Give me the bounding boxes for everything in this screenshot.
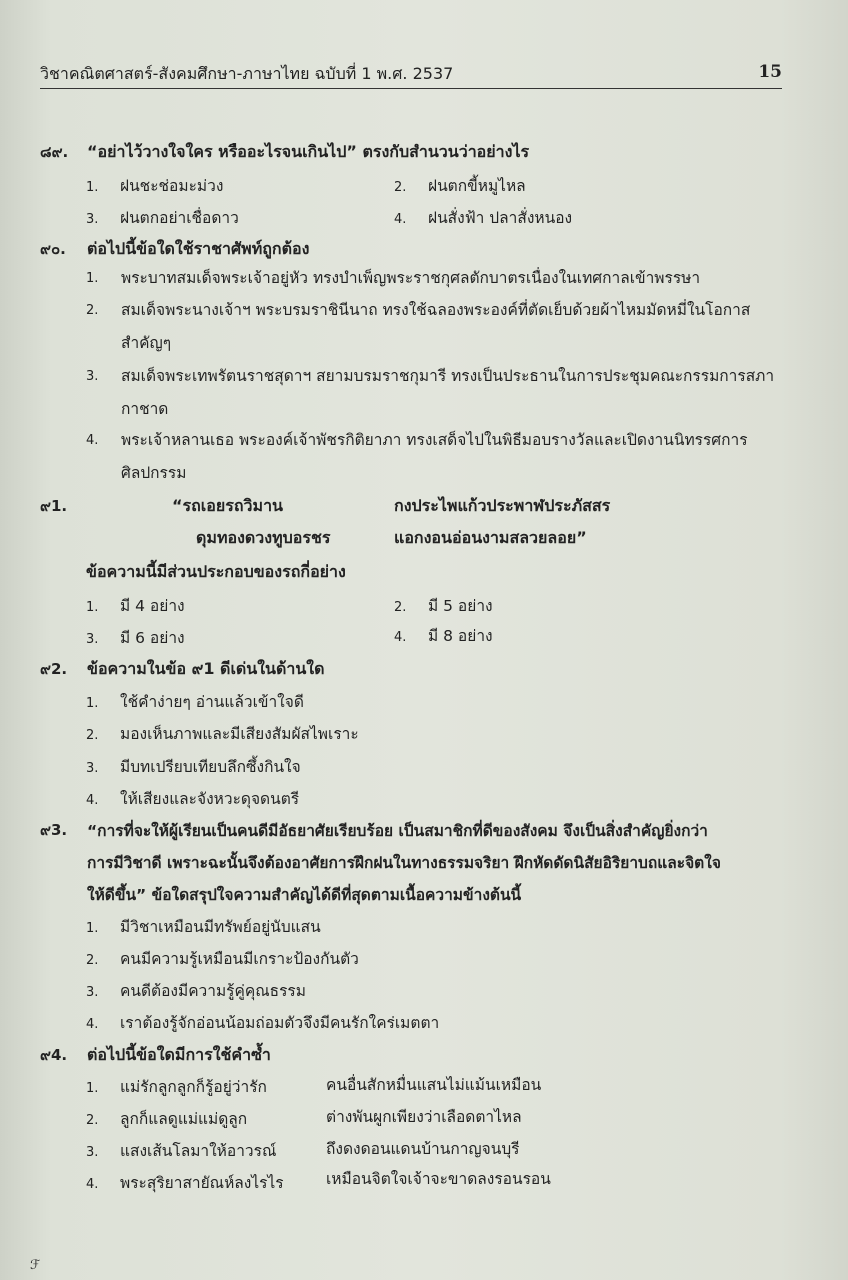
verse-line: ดุมทองดวงทูบอรชร (196, 528, 331, 547)
verse-line: แอกงอนอ่อนงามสลวยลอย” (394, 528, 587, 547)
question-text-line: ให้ดีขึ้น” ข้อใดสรุปใจความสำคัญได้ดีที่สุดตามเนื้อความข้างต้นนี้ (87, 886, 522, 904)
question-number: ๙1. (40, 497, 68, 515)
question-text: “อย่าไว้วางใจใคร หรืออะไรจนเกินไป” ตรงกับสำนวนว่าอย่างไร (87, 142, 530, 161)
question-text-line: การมีวิชาดี เพราะฉะนั้นจึงต้องอาศัยการฝึกฝนในทางธรรมจริยา ฝึกหัดดัดนิสัยอิริยาบถและจิตใจ (87, 854, 721, 872)
option-verse: ต่างพันผูกเพียงว่าเลือดตาไหล (326, 1108, 522, 1126)
question-text: ข้อความนี้มีส่วนประกอบของรถกี่อย่าง (86, 562, 346, 581)
option-verse: คนอื่นสักหมื่นแสนไม่แม้นเหมือน (326, 1076, 542, 1094)
option: 2. ฝนตกขี้หมูไหล (394, 177, 526, 195)
option: 1. แม่รักลูกลูกก็รู้อยู่ว่ารัก (86, 1078, 267, 1096)
option: 1. พระบาทสมเด็จพระเจ้าอยู่หัว ทรงบำเพ็ญพระราชกุศลตักบาตรเนื่องในเทศกาลเข้าพรรษา (86, 269, 701, 287)
option: 4. พระสุริยาสายัณห์ลงไรไร (86, 1174, 284, 1192)
option: 2. มองเห็นภาพและมีเสียงสัมผัสไพเราะ (86, 725, 359, 743)
question-number: ๙๐. (40, 240, 66, 258)
option: 1. มี 4 อย่าง (86, 597, 185, 615)
option-verse: ถึงดงดอนแดนบ้านกาญจนบุรี (326, 1140, 520, 1158)
option-verse: เหมือนจิตใจเจ้าจะขาดลงรอนรอน (326, 1170, 551, 1188)
option: 2. สมเด็จพระนางเจ้าฯ พระบรมราชินีนาถ ทรงใช้ฉลองพระองค์ที่ตัดเย็บด้วยผ้าไหมมัดหมี่ในโอกาสสำคัญๆ (86, 301, 751, 352)
option: 4. เราต้องรู้จักอ่อนน้อมถ่อมตัวจึงมีคนรักใคร่เมตตา (86, 1014, 440, 1032)
footer-mark: ℱ (30, 1258, 41, 1273)
option: 4. พระเจ้าหลานเธอ พระองค์เจ้าพัชรกิติยาภา ทรงเสด็จไปในพิธีมอบรางวัลและเปิดงานนิทรรศการศิลปกรรม (86, 431, 748, 482)
question-number: ๘๙. (40, 143, 69, 161)
option: 4. ให้เสียงและจังหวะดุจดนตรี (86, 790, 300, 808)
page-number: 15 (758, 62, 782, 82)
option: 2. มี 5 อย่าง (394, 597, 493, 615)
option: 2. ลูกก็แลดูแม่แม่ดูลูก (86, 1110, 248, 1128)
option: 4. ฝนสั่งฟ้า ปลาสั่งหนอง (394, 209, 573, 227)
option: 1. ฝนชะช่อมะม่วง (86, 177, 224, 195)
page-header (40, 62, 782, 89)
option: 3. มีบทเปรียบเทียบลึกซึ้งกินใจ (86, 758, 301, 776)
verse-line: “รถเอยรถวิมาน (172, 496, 283, 515)
option: 3. สมเด็จพระเทพรัตนราชสุดาฯ สยามบรมราชกุมารี ทรงเป็นประธานในการประชุมคณะกรรมการสภากาชาด (86, 367, 775, 418)
question-text: ข้อความในข้อ ๙1 ดีเด่นในด้านใด (87, 659, 325, 678)
option: 1. ใช้คำง่ายๆ อ่านแล้วเข้าใจดี (86, 693, 304, 711)
option: 3. ฝนตกอย่าเชื่อดาว (86, 209, 239, 227)
option: 3. คนดีต้องมีความรู้คู่คุณธรรม (86, 982, 306, 1000)
option: 3. แสงเส้นโลมาให้อาวรณ์ (86, 1142, 277, 1160)
option: 4. มี 8 อย่าง (394, 627, 493, 645)
question-number: ๙2. (40, 660, 68, 678)
question-text-line: “การที่จะให้ผู้เรียนเป็นคนดีมีอัธยาศัยเรียบร้อย เป็นสมาชิกที่ดีของสังคม จึงเป็นสิ่งสำคัญยิ่งกว่า (87, 822, 708, 840)
verse-line: กงประไพแก้วประพาฬประภัสสร (394, 496, 611, 515)
question-text: ต่อไปนี้ข้อใดใช้ราชาศัพท์ถูกต้อง (87, 239, 310, 258)
option: 1. มีวิชาเหมือนมีทรัพย์อยู่นับแสน (86, 918, 321, 936)
question-number: ๙4. (40, 1046, 68, 1064)
option: 3. มี 6 อย่าง (86, 629, 185, 647)
question-text: ต่อไปนี้ข้อใดมีการใช้คำซ้ำ (87, 1045, 271, 1064)
question-number: ๙3. (40, 821, 68, 839)
header-title: วิชาคณิตศาสตร์-สังคมศึกษา-ภาษาไทย ฉบับที่ 1 พ.ศ. 2537 (40, 64, 454, 83)
option: 2. คนมีความรู้เหมือนมีเกราะป้องกันตัว (86, 950, 359, 968)
